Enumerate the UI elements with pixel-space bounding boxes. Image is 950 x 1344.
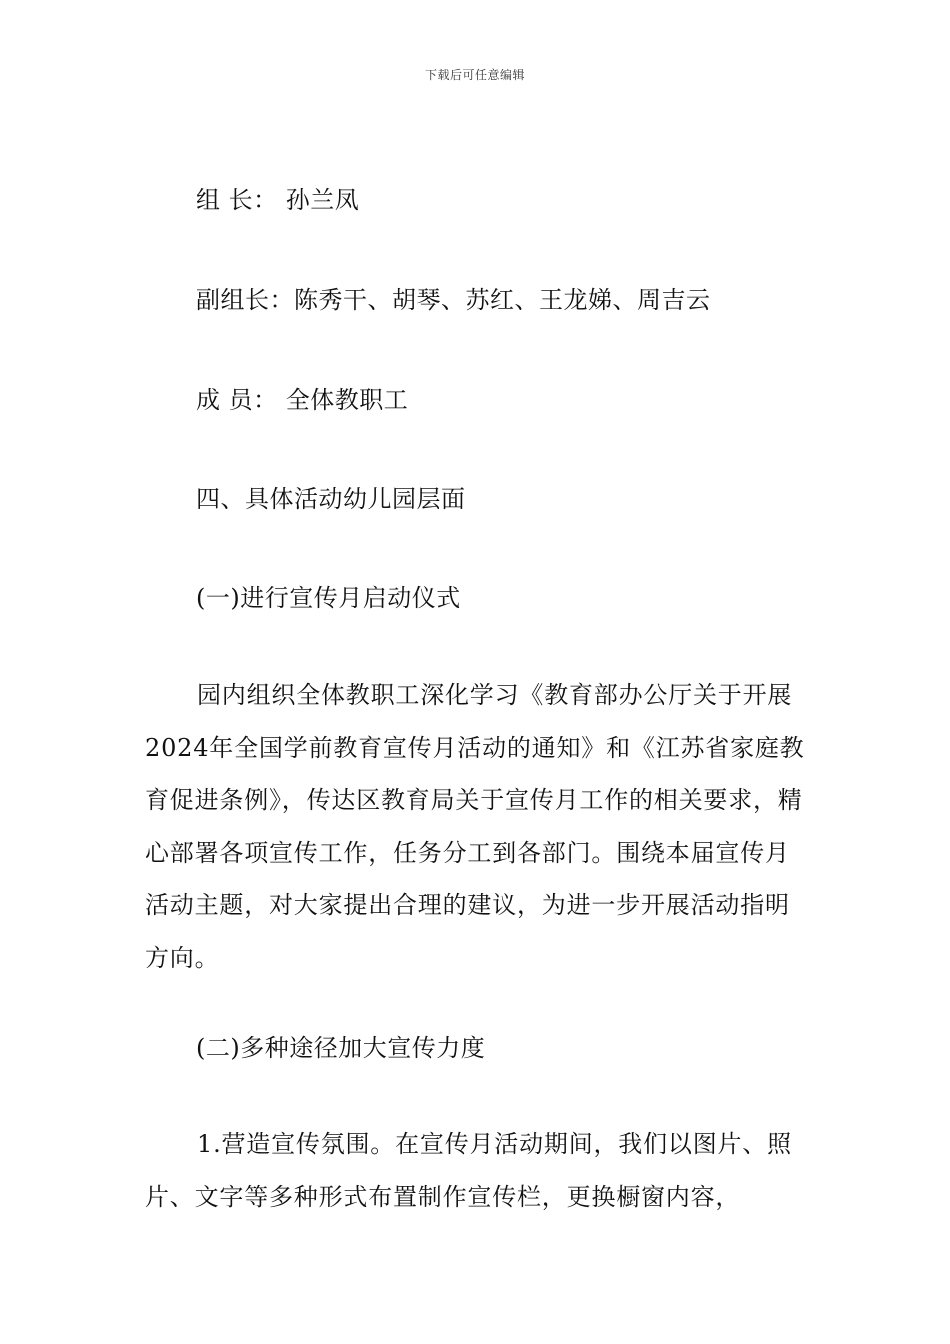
leader-line: 组 长： 孙兰凤	[196, 186, 360, 214]
page-header-note: 下载后可任意编辑	[424, 68, 525, 82]
members-line: 成 员： 全体教职工	[196, 386, 409, 414]
subsection-two-heading: (二)多种途径加大宣传力度	[196, 1034, 486, 1062]
paragraph-two: 1.营造宣传氛围。在宣传月活动期间，我们以图片、照片、文字等多种形式布置制作宣传栏，更换橱窗内容，	[145, 1130, 792, 1211]
section-four-heading: 四、具体活动幼儿园层面	[196, 485, 466, 513]
paragraph-one: 园内组织全体教职工深化学习《教育部办公厅关于开展2024年全国学前教育宣传月活动的通知》和《江苏省家庭教育促进条例》，传达区教育局关于宣传月工作的相关要求，精心部署各项宣传工作，任务分工到各部门。围绕本届宣传月活动主题，对大家提出合理的建议，为进一步开展活动指明方向。	[145, 681, 805, 972]
deputy-leader-line: 副组长：陈秀干、胡琴、苏红、王龙娣、周吉云	[196, 286, 711, 314]
subsection-one-heading: (一)进行宣传月启动仪式	[196, 584, 461, 612]
